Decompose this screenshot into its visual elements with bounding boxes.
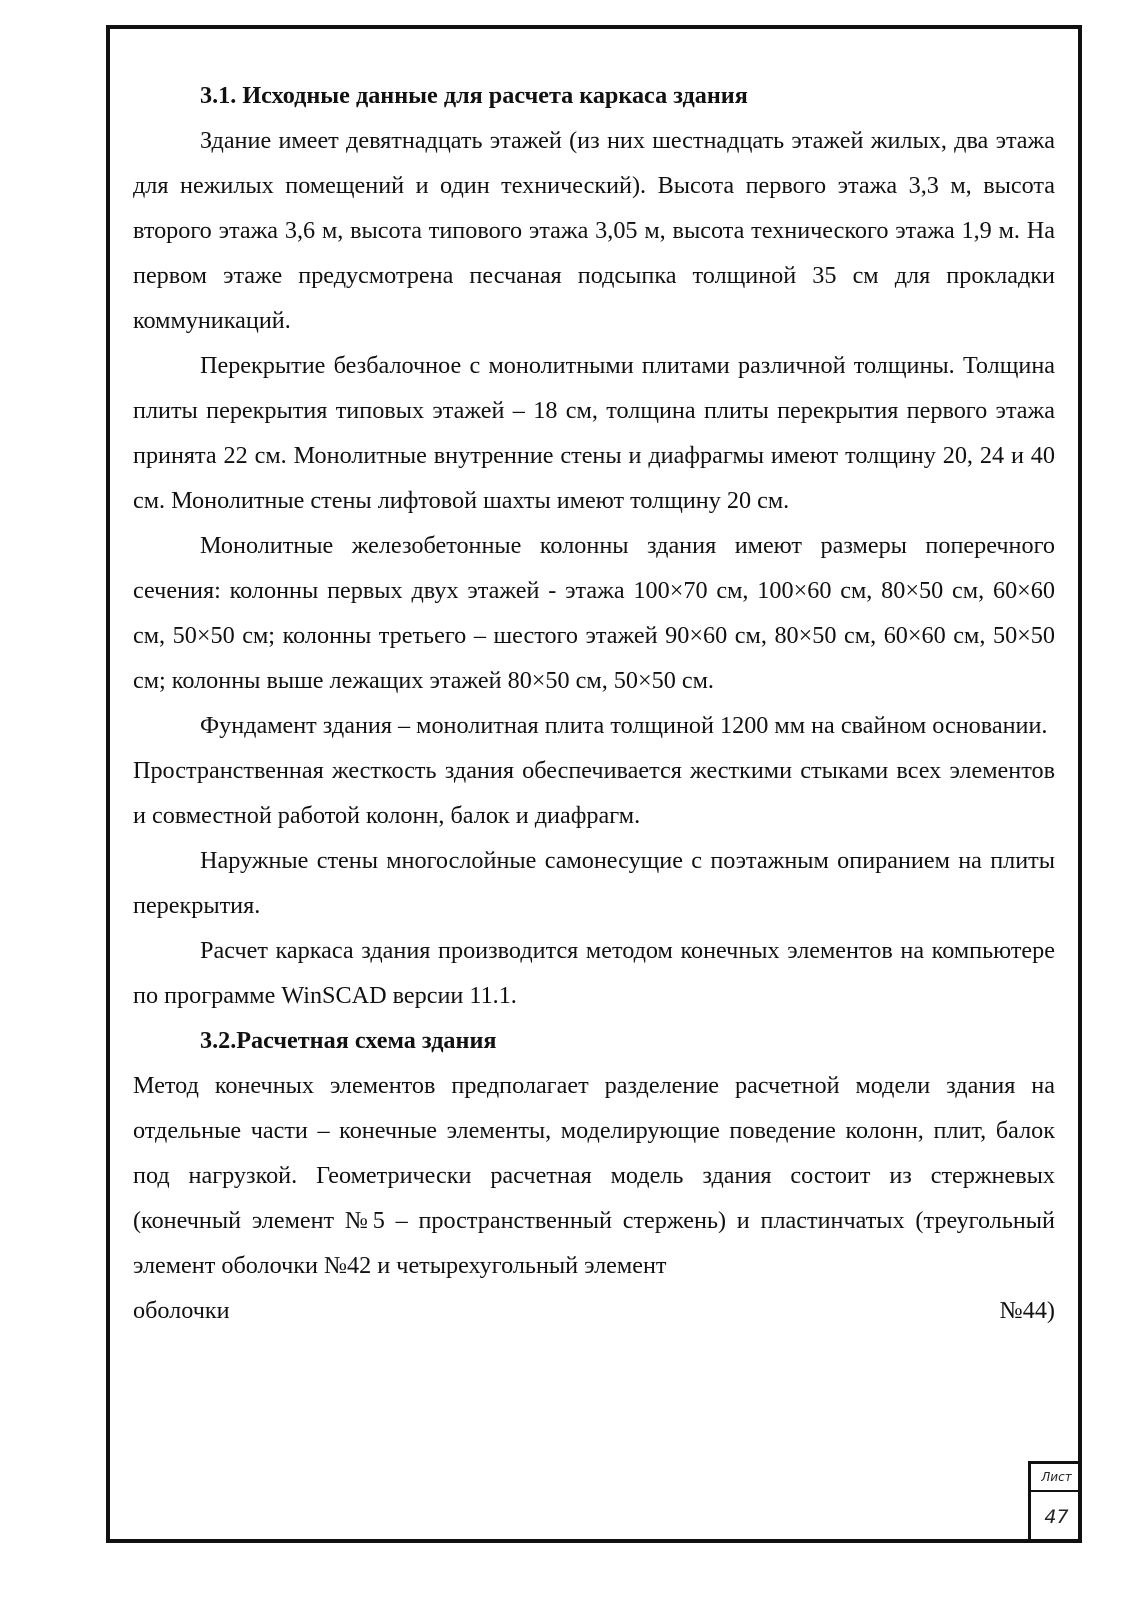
- paragraph: Перекрытие безбалочное с монолитными плитами различной толщины. Толщина плиты перекрытия типовых этажей – 18 см, толщина плиты перекрытия первого этажа принята 22 см. Монолитные внутренние стены и диафрагмы имеют толщину 20, 24 и 40 см. Монолитные стены лифтовой шахты имеют толщину 20 см.: [133, 352, 1055, 514]
- sheet-number-box: [1028, 1461, 1082, 1543]
- paragraph: Пространственная жесткость здания обеспечивается жесткими стыками всех элементов и совместной работой колонн, балок и диафрагм.: [133, 757, 1055, 829]
- paragraph-last-line: [133, 1288, 1055, 1333]
- paragraph: Здание имеет девятнадцать этажей (из них шестнадцать этажей жилых, два этажа для нежилых помещений и один технический). Высота первого этажа 3,3 м, высота второго этажа 3,6 м, высота типового этажа 3,05 м, высота технического этажа 1,9 м. На первом этаже предусмотрена песчаная подсыпка толщиной 35 см для прокладки коммуникаций.: [133, 127, 1055, 334]
- section-heading: 3.1. Исходные данные для расчета каркаса здания: [200, 82, 748, 109]
- last-line-right-text: №44): [999, 1297, 1055, 1324]
- sheet-label: Лист: [1031, 1464, 1082, 1492]
- paragraph: Монолитные железобетонные колонны здания имеют размеры поперечного сечения: колонны первых двух этажей - этажа 100×70 см, 100×60 см, 80×50 см, 60×60 см, 50×50 см; колонны третьего – шестого этажей 90×60 см, 80×50 см, 60×60 см, 50×50 см; колонны выше лежащих этажей 80×50 см, 50×50 см.: [133, 532, 1055, 694]
- paragraph: Наружные стены многослойные самонесущие с поэтажным опиранием на плиты перекрытия.: [133, 847, 1055, 919]
- paragraph: Метод конечных элементов предполагает разделение расчетной модели здания на отдельные части – конечные элементы, моделирующие поведение колонн, плит, балок под нагрузкой. Геометрически расчетная модель здания состоит из стержневых (конечный элемент №5 – пространственный стержень) и пластинчатых (треугольный элемент оболочки №42 и четырехугольный элемент: [133, 1072, 1055, 1279]
- sheet-number: 47: [1044, 1506, 1069, 1528]
- section-heading: 3.2.Расчетная схема здания: [200, 1027, 497, 1054]
- last-line-left-text: оболочки: [133, 1297, 230, 1324]
- document-body: [133, 73, 1055, 1333]
- paragraph: Фундамент здания – монолитная плита толщиной 1200 мм на свайном основании.: [200, 712, 1048, 739]
- paragraph: Расчет каркаса здания производится методом конечных элементов на компьютере по программе WinSCAD версии 11.1.: [133, 937, 1055, 1009]
